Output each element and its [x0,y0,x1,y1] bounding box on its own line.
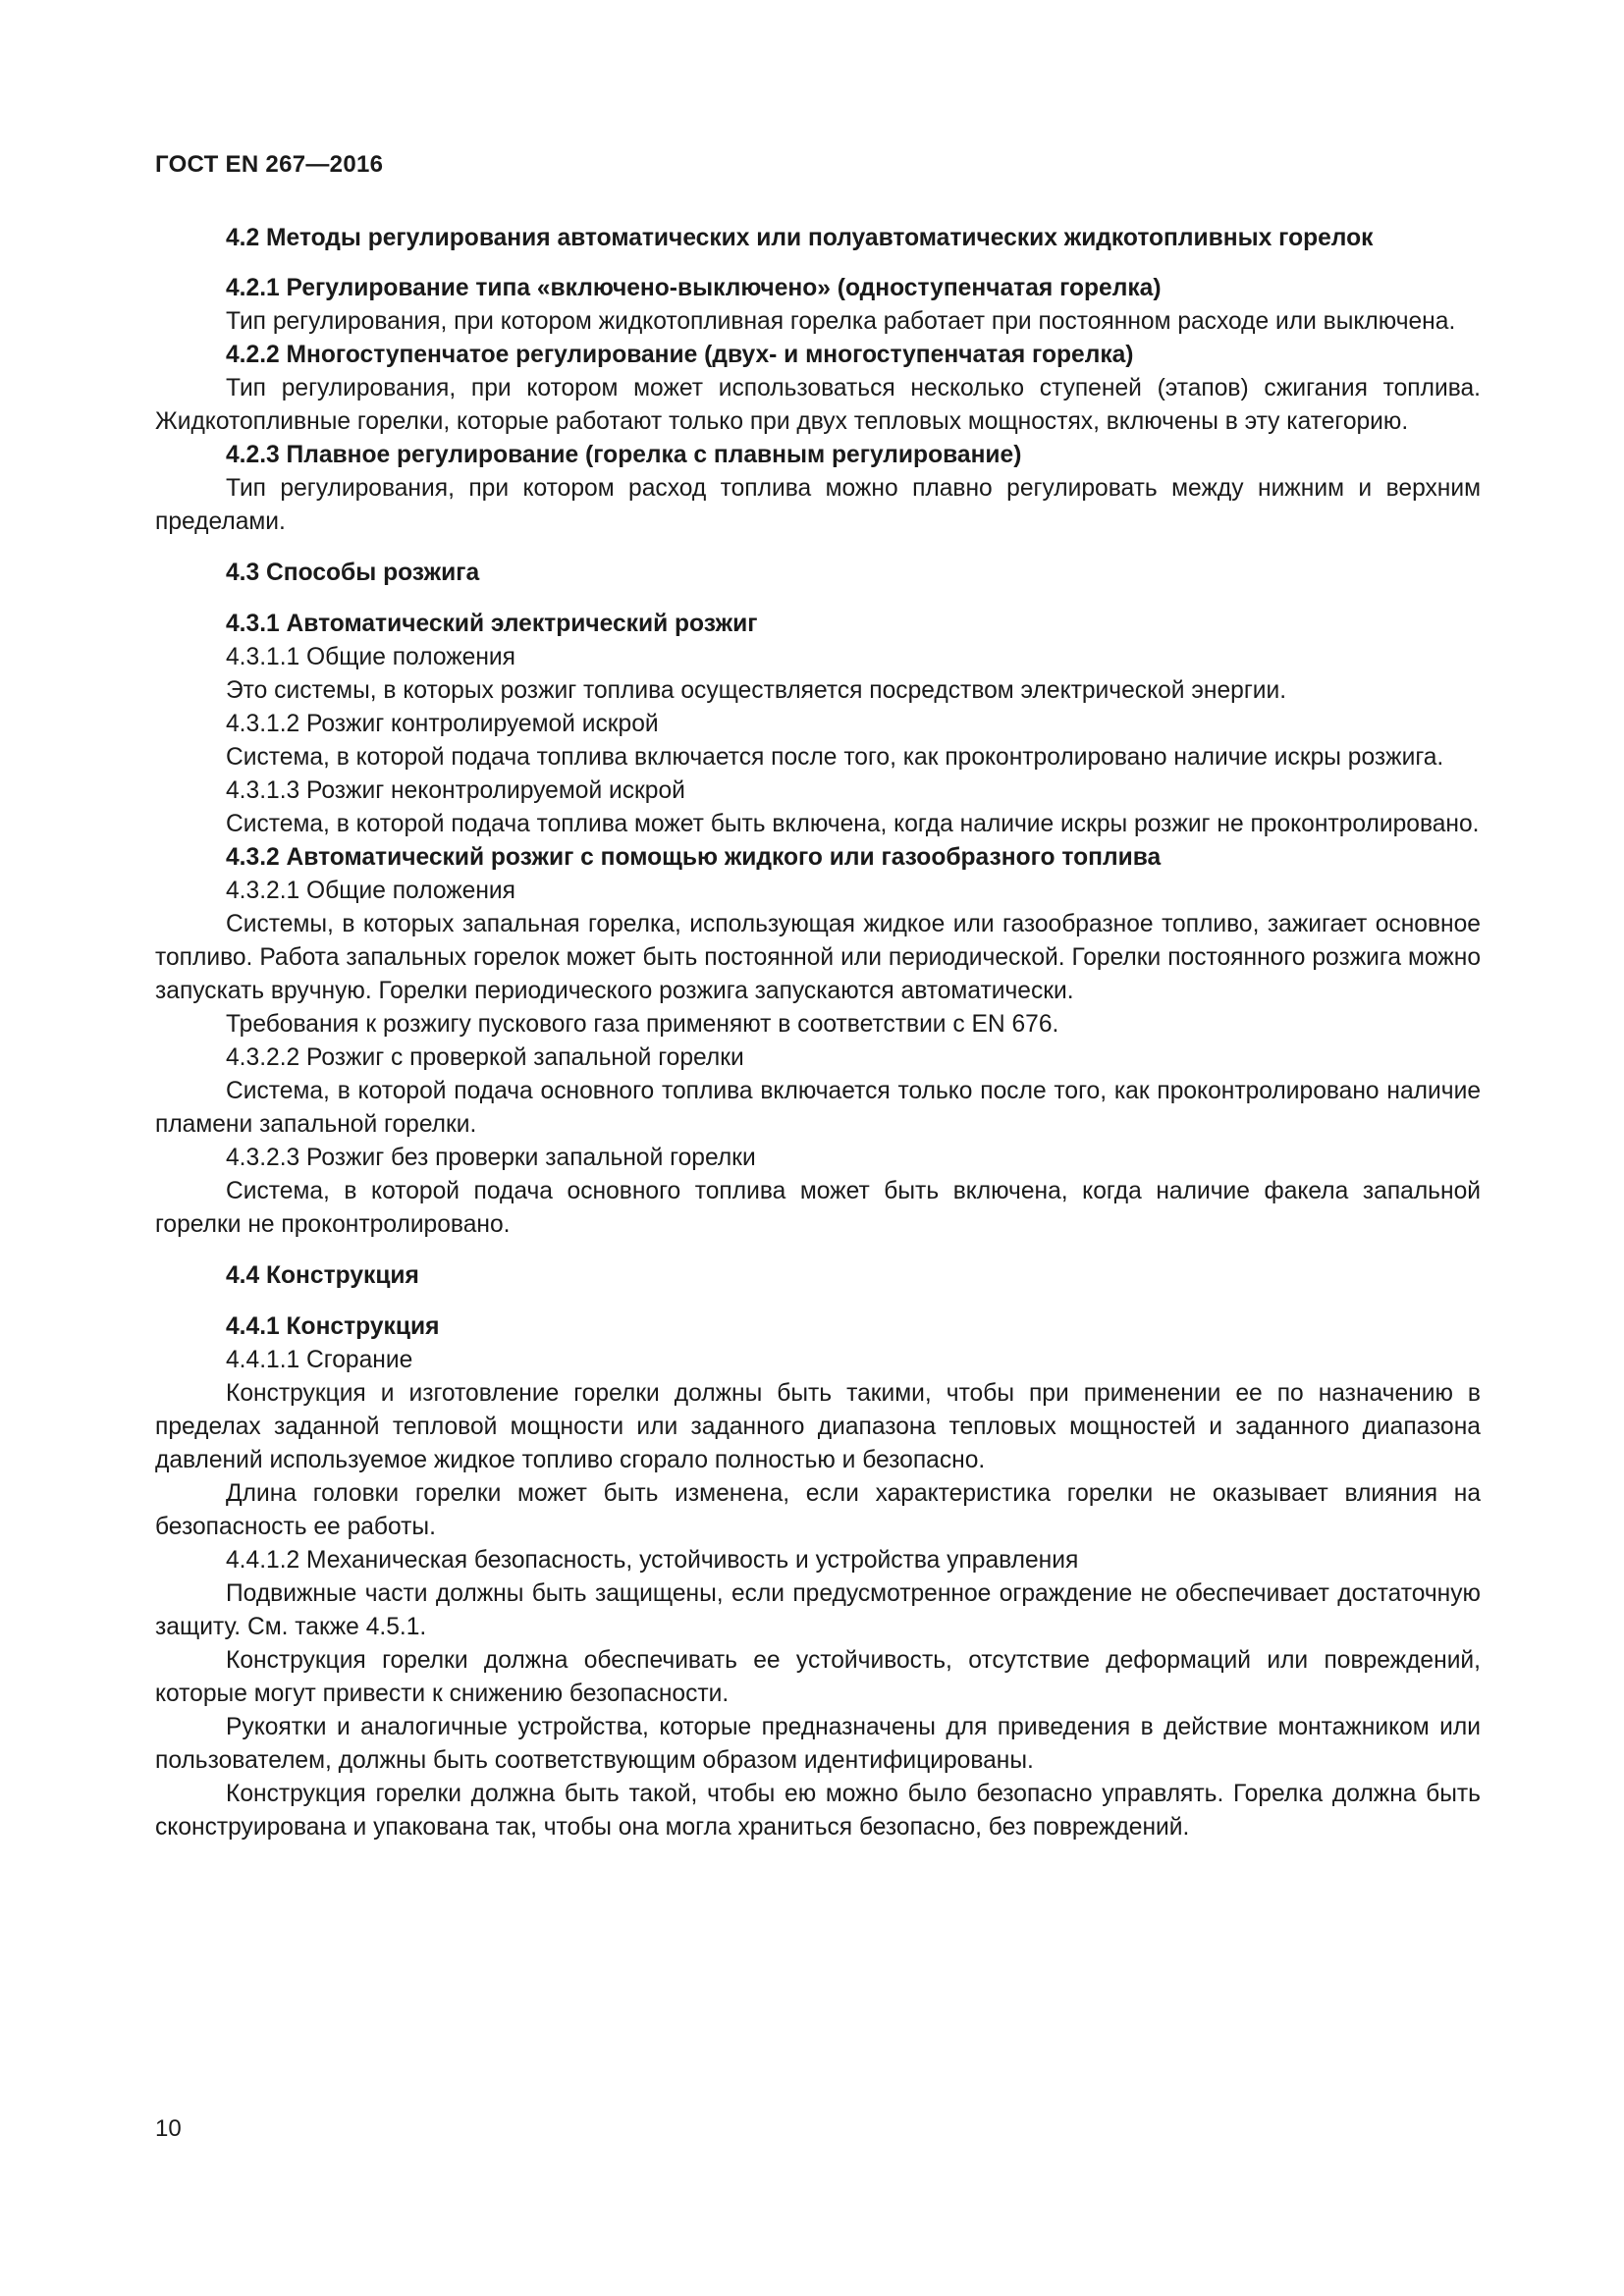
subsection-title: 4.3.2.3 Розжиг без проверки запальной горелки [226,1145,756,1171]
subsection-title: 4.4.1.2 Механическая безопасность, устойчивость и устройства управления [226,1547,1079,1574]
paragraph: Подвижные части должны быть защищены, если предусмотренное ограждение не обеспечивает достаточную защиту. См. также 4.5.1. [155,1580,1481,1640]
subsection-title: 4.3.1.3 Розжиг неконтролируемой искрой [226,777,685,804]
section-heading: 4.3.2 Автоматический розжиг с помощью жидкого или газообразного топлива [226,844,1162,871]
paragraph: Это системы, в которых розжиг топлива осуществляется посредством электрической энергии. [226,677,1287,704]
paragraph: Тип регулирования, при котором жидкотопливная горелка работает при постоянном расходе или выключена. [226,308,1456,335]
section-heading: 4.3.1 Автоматический электрический розжиг [226,611,758,637]
paragraph: Система, в которой подача основного топлива включается только после того, как проконтролировано наличие пламени запальной горелки. [155,1078,1481,1138]
paragraph: Конструкция горелки должна быть такой, чтобы ею можно было безопасно управлять. Горелка должна быть сконструирована и упакована так, чтобы она могла храниться безопасно, без повреждений. [155,1781,1481,1841]
subsection-title: 4.3.1.1 Общие положения [226,644,515,670]
paragraph: Система, в которой подача топлива может быть включена, когда наличие искры розжиг не проконтролировано. [226,811,1480,837]
subsection-title: 4.3.2.1 Общие положения [226,878,515,904]
paragraph: Конструкция горелки должна обеспечивать ее устойчивость, отсутствие деформаций или повреждений, которые могут привести к снижению безопасности. [155,1647,1481,1707]
paragraph: Тип регулирования, при котором расход топлива можно плавно регулировать между нижним и верхним пределами. [155,475,1481,535]
document-body [155,222,1481,1844]
paragraph: Конструкция и изготовление горелки должны быть такими, чтобы при применении ее по назначению в пределах заданной тепловой мощности или заданного диапазона тепловых мощностей и заданного диапазона давлений используемое жидкое топливо сгорало полностью и безопасно. [155,1380,1481,1473]
subsection-title: 4.4.1.1 Сгорание [226,1347,413,1373]
subsection-title: 4.3.2.2 Розжиг с проверкой запальной горелки [226,1044,744,1071]
section-heading: 4.2.3 Плавное регулирование (горелка с плавным регулирование) [226,442,1022,468]
section-heading: 4.2 Методы регулирования автоматических или полуавтоматических жидкотопливных горелок [226,225,1374,251]
section-heading: 4.2.2 Многоступенчатое регулирование (двух- и многоступенчатая горелка) [226,342,1134,368]
paragraph: Тип регулирования, при котором может использоваться несколько ступеней (этапов) сжигания топлива. Жидкотопливные горелки, которые работают только при двух тепловых мощностях, включены в эту категорию. [155,375,1481,435]
section-heading: 4.2.1 Регулирование типа «включено-выключено» (одноступенчатая горелка) [226,275,1162,301]
paragraph: Системы, в которых запальная горелка, использующая жидкое или газообразное топливо, зажигает основное топливо. Работа запальных горелок может быть постоянной или периодической. Горелки постоянного розжига можно запускать вручную. Горелки периодического розжига запускаются автоматически. [155,911,1481,1004]
page-number: 10 [155,2115,182,2142]
section-heading: 4.4.1 Конструкция [226,1313,440,1340]
subsection-title: 4.3.1.2 Розжиг контролируемой искрой [226,711,659,737]
paragraph: Система, в которой подача основного топлива может быть включена, когда наличие факела запальной горелки не проконтролировано. [155,1178,1481,1238]
paragraph: Рукоятки и аналогичные устройства, которые предназначены для приведения в действие монтажником или пользователем, должны быть соответствующим образом идентифицированы. [155,1714,1481,1774]
section-heading: 4.3 Способы розжига [226,560,480,586]
section-heading: 4.4 Конструкция [226,1262,419,1289]
paragraph: Система, в которой подача топлива включается после того, как проконтролировано наличие искры розжига. [226,744,1444,771]
paragraph: Требования к розжигу пускового газа применяют в соответствии с EN 676. [226,1011,1059,1038]
paragraph: Длина головки горелки может быть изменена, если характеристика горелки не оказывает влияния на безопасность ее работы. [155,1480,1481,1540]
document-header: ГОСТ EN 267—2016 [155,151,384,178]
